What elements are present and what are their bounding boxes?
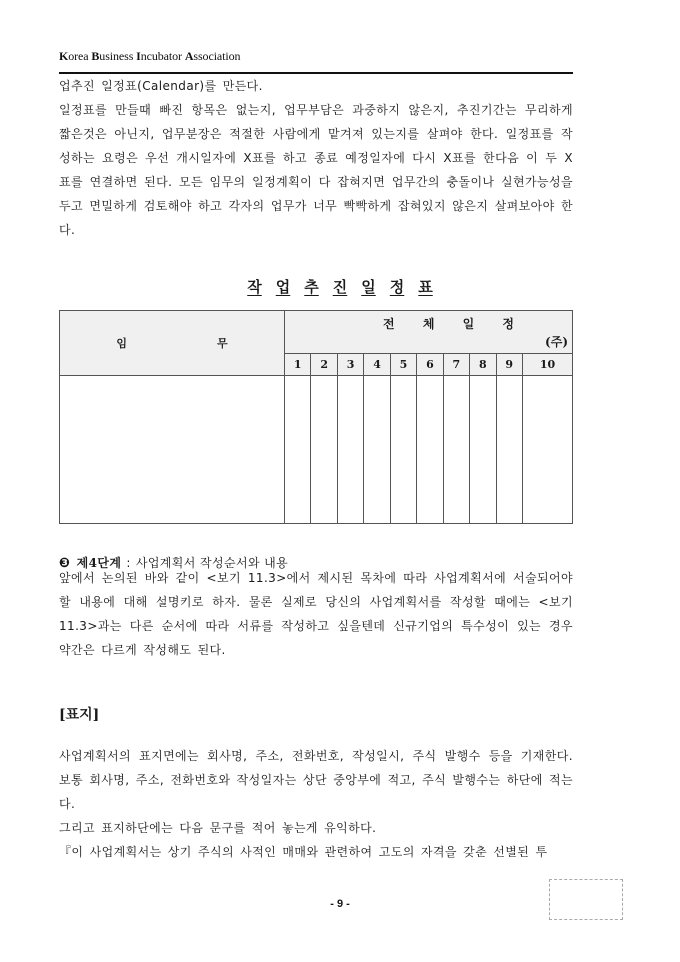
week-header: 1 [285,353,311,375]
header-initial: B [91,49,100,63]
step-title: 사업계획서 작성순서와 내용 [135,556,289,570]
task-header-char: 무 [217,337,228,350]
task-cell [60,376,285,524]
schedule-table [59,310,573,524]
header-word: orea [68,49,92,63]
step-colon: : [126,556,131,570]
overall-schedule-title: 전 체 일 정 [383,317,514,331]
week-cell [285,376,311,524]
title-char: 정 [389,278,405,296]
title-char: 업 [275,278,291,296]
section-heading: [표지] [59,707,100,723]
cover-body: 사업계획서의 표지면에는 회사명, 주소, 전화번호, 작성일시, 주식 발행수 등을 기재한다. 보통 회사명, 주소, 전화번호와 작성일자는 상단 중앙부에 적고, 주식 발행수는 하단에 적는다. [59,749,573,811]
week-header: 3 [337,353,363,375]
week-header: 2 [311,353,337,375]
week-cell [417,376,443,524]
cover-note-paragraph [59,816,573,864]
header-initial: K [59,49,69,63]
week-header: 6 [417,353,443,375]
intro-body: 일정표를 만들때 빠진 항목은 없는지, 업무부담은 과중하지 않은지, 추진기간는 무리하게 짧은것은 아닌지, 업무분장은 적절한 사람에게 맡겨져 있는지를 살펴야 한다. 일정표를 작성하는 요령은 우선 개시일자에 X표를 하고 종료 예정일자에 다시 X표를 한다음 이 두 X표를 연결하면 된다. 모든 임무의 일정계획이 다 잡혀지면 업무간의 충돌이나 실현가능성을 두고 면밀하게 검토해야 하고 각자의 업무가 너무 빡빡하게 잡혀있지 않은지 살펴보아야 한다. [59,103,573,237]
page-number: - 9 - [330,898,350,910]
week-header: 4 [364,353,390,375]
header-initial: I [136,49,141,63]
overall-schedule-header [285,311,573,354]
week-cell [522,376,572,524]
title-char: 추 [304,278,319,296]
header-word: usiness [99,49,137,63]
week-header: 9 [496,353,522,375]
table-row [60,376,573,524]
week-cell [337,376,363,524]
title-char: 진 [332,278,348,296]
title-char: 작 [247,278,262,296]
week-header: 7 [443,353,469,375]
week-cell [443,376,469,524]
title-char: 표 [418,278,433,296]
week-header: 8 [470,353,496,375]
schedule-table-title [0,276,680,297]
header-word: ncubator [140,49,185,63]
task-header-char: 임 [116,337,127,350]
week-cell [470,376,496,524]
intro-paragraph [59,74,573,242]
week-header: 5 [390,353,416,375]
intro-line: 업추진 일정표(Calendar)를 만든다. [59,79,263,93]
cover-note-quote: 『이 사업계획서는 상기 주식의 사적인 매매와 관련하여 고도의 자격을 갖춘 선별된 투 [59,845,548,859]
week-cell [364,376,390,524]
week-cell [311,376,337,524]
stamp-placeholder-box [549,879,623,920]
task-column-header [60,311,285,376]
step-paragraph [59,566,573,662]
numbered-bullet-icon: ❸ [59,556,71,571]
header-word: ssociation [193,49,241,63]
week-cell [496,376,522,524]
running-header [59,49,240,64]
header-initial: A [184,49,194,63]
cover-paragraph [59,744,573,816]
title-char: 일 [361,278,376,296]
week-header: 10 [522,353,572,375]
week-cell [390,376,416,524]
step-body: 앞에서 논의된 바와 같이 <보기 11.3>에서 제시된 목차에 따라 사업계획서에 서술되어야 할 내용에 대해 설명키로 하자. 물론 실제로 당신의 사업계획서를 작성할 때에는 <보기 11.3>과는 다른 순서에 따라 서류를 작성하고 싶을텐데 신규기업의 특수성이 있는 경우 약간은 다르게 작성해도 된다. [59,571,573,657]
unit-label: (주) [545,334,568,349]
step-label: 제4단계 [76,556,122,570]
cover-note-line: 그리고 표지하단에는 다음 문구를 적어 놓는게 유익하다. [59,821,377,835]
